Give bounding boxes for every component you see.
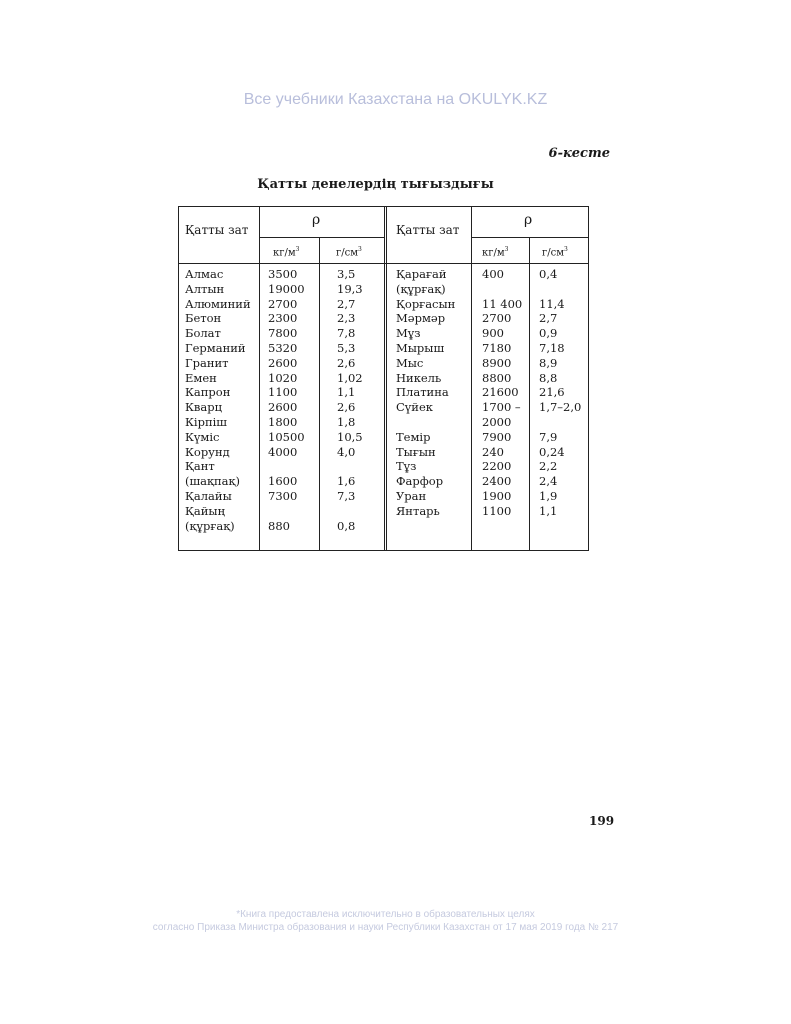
table-cell: Қалайы [185,488,232,503]
watermark-bottom [0,908,771,934]
table-cell: 2400 [482,474,512,489]
rule-h-header [179,263,588,264]
table-cell: 11 400 [482,296,523,311]
table-cell: (құрғақ) [185,518,235,533]
table-cell: 1900 [482,488,512,503]
right-g-column [539,267,581,519]
rule-v5 [529,237,530,550]
table-cell: Мыс [396,355,424,370]
table-cell: 0,4 [539,267,558,281]
table-cell: 21,6 [539,385,565,400]
table-cell: 1,1 [539,503,558,518]
header-rho-left: ρ [312,212,321,228]
table-cell: 1,8 [337,414,356,429]
table-cell: 240 [482,444,504,459]
table-cell [396,415,455,430]
table-cell: Алмас [185,267,224,281]
table-cell: Темір [396,429,431,444]
table-cell: 10500 [268,429,305,444]
table-cell: Бетон [185,311,222,326]
table-cell: 2600 [268,400,298,415]
table-cell: Тұз [396,459,417,474]
table-cell [539,415,581,430]
table-cell: Кварц [185,400,222,415]
table-cell [539,282,581,297]
table-cell: 2300 [268,311,298,326]
table-cell: 1,7–2,0 [539,400,582,415]
table-cell: 2700 [482,311,512,326]
table-cell [337,504,363,519]
table-cell: 1100 [268,385,298,400]
table-cell: 21600 [482,385,519,400]
table-label: 6-кесте [548,146,610,161]
watermark-bottom-line: согласно Приказа Министра образования и науки Республики Казахстан от 17 мая 2019 года № 217 [152,922,619,933]
table-cell: 7900 [482,429,512,444]
table-cell [337,459,363,474]
table-cell: Германий [185,340,246,355]
table-cell: Платина [396,385,449,400]
header-substance-left: Қатты зат [185,223,249,237]
table-cell: 7,3 [337,488,356,503]
table-cell: 2,6 [337,400,356,415]
table-cell: 8,8 [539,370,558,385]
table-cell: 7180 [482,340,512,355]
table-cell: Болат [185,326,221,341]
table-cell: Гранит [185,355,229,370]
table-cell: 2,3 [337,311,356,326]
right-substance-column [396,267,455,519]
rule-v4 [471,207,472,550]
left-substance-column [185,267,251,533]
table-cell: 4,0 [337,444,356,459]
table-cell: Никель [396,370,442,385]
table-cell: 8900 [482,355,512,370]
table-cell: Мұз [396,326,421,341]
table-cell: Қайың [185,503,225,518]
table-cell: Алюминий [185,296,251,311]
table-cell: 3,5 [337,267,356,281]
header-unit-g-left: $г/см^3$ [336,246,362,259]
header-unit-kg-right: $кг/м^3$ [482,246,509,259]
table-cell: (шақпақ) [185,474,240,489]
table-cell: 3500 [268,267,298,281]
table-cell: 1,1 [337,385,356,400]
table-cell: Қарағай [396,267,447,281]
table-cell: 7,8 [337,326,356,341]
table-cell: 880 [268,518,290,533]
table-cell: 10,5 [337,429,363,444]
table-cell: 1,02 [337,370,363,385]
table-cell: 19000 [268,281,305,296]
table-cell: 8800 [482,370,512,385]
right-kg-column [482,267,522,519]
table-cell: 8,9 [539,355,558,370]
table-cell: 2700 [268,296,298,311]
header-unit-g-right: $г/см^3$ [542,246,568,259]
table-cell: Мырыш [396,340,445,355]
table-cell: 19,3 [337,281,363,296]
table-cell: 7800 [268,326,298,341]
table-cell: 1800 [268,414,298,429]
table-cell: 2600 [268,355,298,370]
rule-v2 [319,237,320,550]
table-cell: Күміс [185,429,220,444]
rule-v1 [259,207,260,550]
table-cell: 7,9 [539,429,558,444]
header-unit-kg-left: $кг/м^3$ [273,246,300,259]
table-cell: 400 [482,267,504,281]
rule-v3 [384,207,387,550]
table-cell [482,282,522,297]
header-substance-right: Қатты зат [396,223,460,237]
table-cell: 5,3 [337,340,356,355]
table-cell: 2,4 [539,474,558,489]
table-cell: 2,7 [337,296,356,311]
table-title: Қатты денелердің тығыздығы [257,177,494,192]
table-cell: 2,2 [539,459,558,474]
table-cell: 2000 [482,414,512,429]
table-cell [268,459,305,474]
table-cell: Янтарь [396,503,440,518]
rule-h-rho-right [471,237,588,238]
page-number: 199 [589,814,615,828]
table-cell: Фарфор [396,474,444,489]
table-cell: Кірпіш [185,414,227,429]
left-g-column [337,267,363,533]
table-cell: 0,24 [539,444,565,459]
table-cell: Капрон [185,385,231,400]
table-cell: 0,9 [539,326,558,341]
watermark-bottom-line: *Книга предоставлена исключительно в образовательных целях [236,909,535,920]
table-cell: 2,6 [337,355,356,370]
header-rho-right: ρ [524,212,533,228]
table-cell: 2,7 [539,311,558,326]
left-kg-column [268,267,305,533]
table-cell: 5320 [268,340,298,355]
density-table [178,206,589,551]
table-cell [268,504,305,519]
table-cell: 11,4 [539,296,565,311]
table-cell: 1700 – [482,400,521,415]
table-cell: 2200 [482,459,512,474]
table-cell: Корунд [185,444,230,459]
table-cell: 1100 [482,503,512,518]
table-cell: Сүйек [396,400,433,415]
table-cell: Уран [396,488,427,503]
table-cell: 1020 [268,370,298,385]
table-cell: 4000 [268,444,298,459]
table-cell: 7,18 [539,340,565,355]
watermark-top: Все учебники Казахстана на OKULYK.KZ [243,91,548,108]
table-cell: Тығын [396,444,436,459]
table-cell: Алтын [185,281,225,296]
table-cell: 1,6 [337,474,356,489]
table-cell: 1,9 [539,488,558,503]
table-cell: Мәрмәр [396,311,446,326]
table-cell: 900 [482,326,504,341]
table-cell: Қорғасын [396,296,456,311]
table-cell: 7300 [268,488,298,503]
table-cell: 0,8 [337,518,356,533]
table-cell: (құрғақ) [396,281,446,296]
table-cell: Емен [185,370,217,385]
table-cell: 1600 [268,474,298,489]
table-cell: Қант [185,459,215,474]
rule-h-rho-left [259,237,384,238]
